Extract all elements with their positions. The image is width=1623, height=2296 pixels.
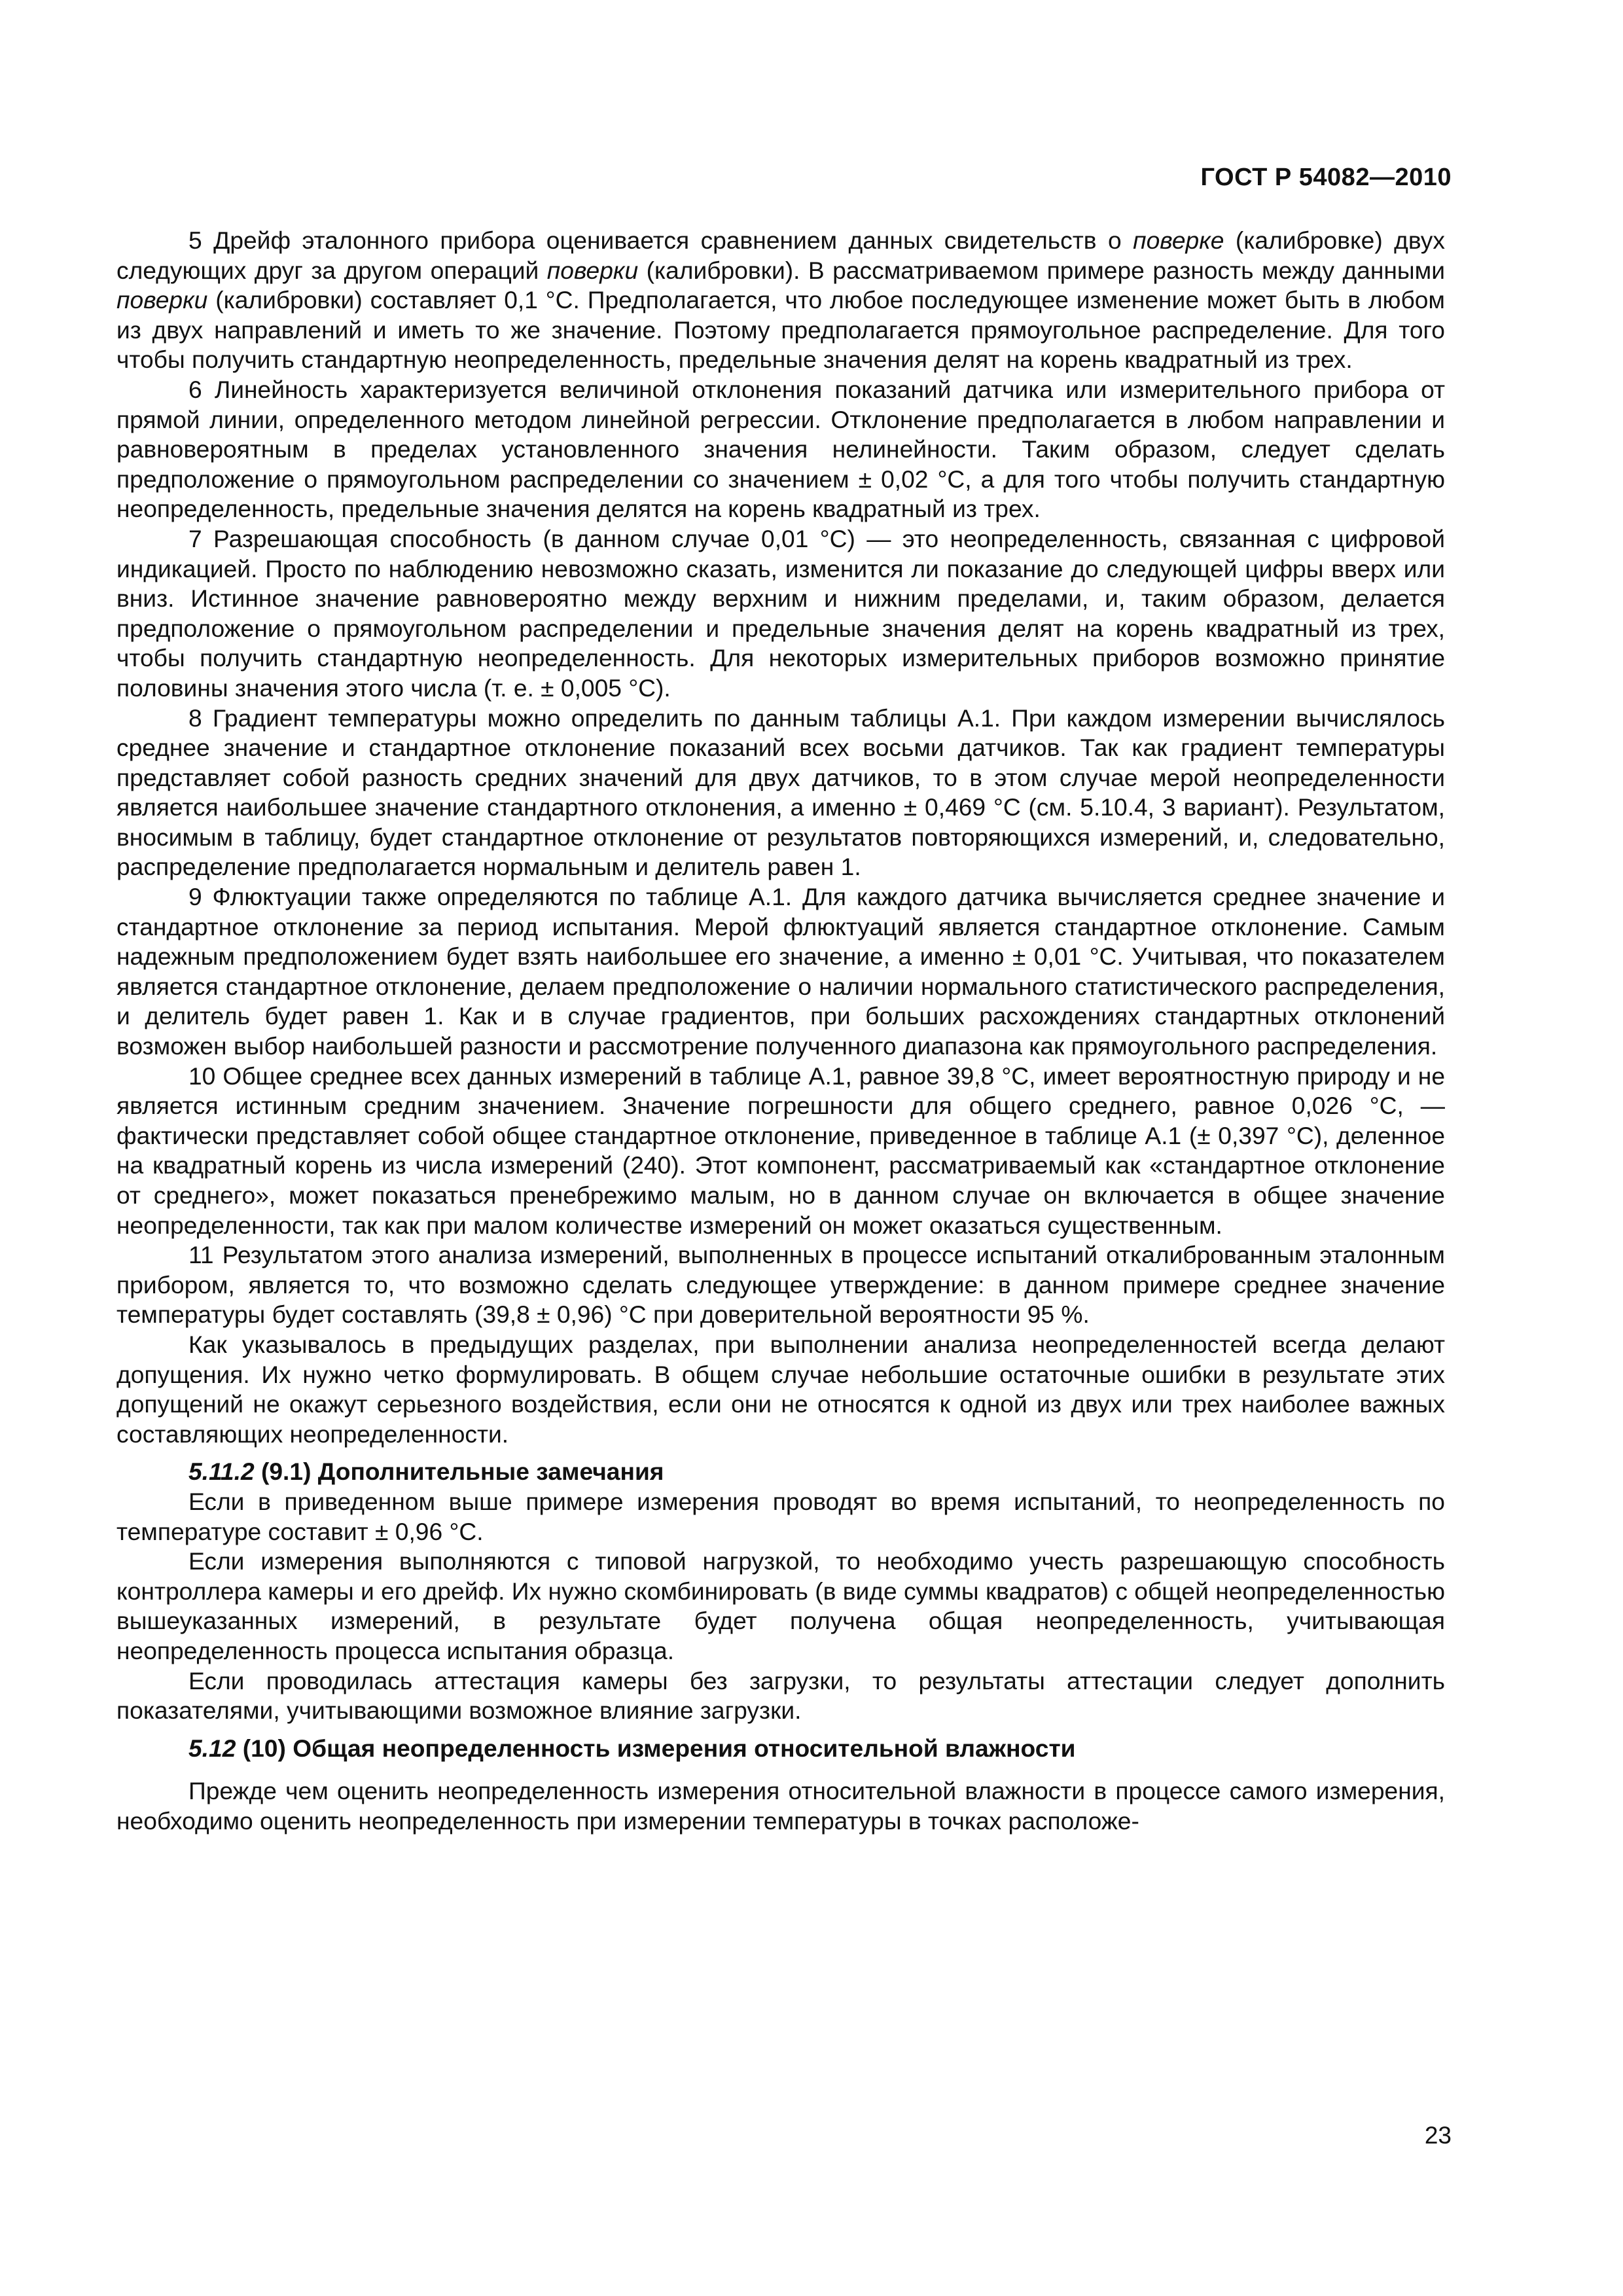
paragraph-6: 6 Линейность характеризуется величиной отклонения показаний датчика или измерительного прибора от прямой линии, определенного методом линейной регрессии. Отклонение предполагается в любом направлении и равновероятным в пределах установленного значения нелинейности. Таким образом, следует сделать предположение о прямоугольном распределении со значением ± 0,02 °С, а для того чтобы получить стандартную неопределенность, предельные значения делятся на корень квадратный из трех. <box>116 375 1445 523</box>
section-5-12-paragraph: Прежде чем оценить неопределенность измерения относительной влажности в процессе самого измерения, необходимо оценить неопределенность при измерении температуры в точках расположе- <box>116 1777 1445 1835</box>
section-heading-5-12 <box>116 1734 1445 1764</box>
paragraph-8: 8 Градиент температуры можно определить по данным таблицы А.1. При каждом измерении вычислялось среднее значение и стандартное отклонение показаний всех восьми датчиков. Так как градиент температуры представляет собой разность средних значений для двух датчиков, то в этом случае мерой неопределенности является наибольшее значение стандартного отклонения, а именно ± 0,469 °С (см. 5.10.4, 3 вариант). Результатом, вносимым в таблицу, будет стандартное отклонение от результатов повторяющихся измерений, и, следовательно, распределение предполагается нормальным и делитель равен 1. <box>116 704 1445 881</box>
section-title: Общая неопределенность измерения относительной влажности <box>293 1734 1076 1762</box>
section-ref: (9.1) <box>260 1458 312 1486</box>
section-5-11-2-paragraph: Если измерения выполняются с типовой нагрузкой, то необходимо учесть разрешающую способность контроллера камеры и его дрейф. Их нужно скомбинировать (в виде суммы квадратов) с общей неопределенностью вышеуказанных измерений, в результате будет получена общая неопределенность, учитывающая неопределенность процесса испытания образца. <box>116 1547 1445 1664</box>
paragraph-10: 10 Общее среднее всех данных измерений в таблице А.1, равное 39,8 °С, имеет вероятностную природу и не является истинным средним значением. Значение погрешности для общего среднего, равное 0,026 °С, — фактически представляет собой общее стандартное отклонение, приведенное в таблице А.1 (± 0,397 °С), деленное на квадратный корень из числа измерений (240). Этот компонент, рассматриваемый как «стандартное отклонение от среднего», может показаться пренебрежимо малым, но в данном случае он включается в общее значение неопределенности, так как при малом количестве измерений он может оказаться существенным. <box>116 1062 1445 1239</box>
page-body <box>116 226 1445 1836</box>
section-heading-5-11-2 <box>116 1457 1445 1487</box>
section-title: Дополнительные замечания <box>317 1458 664 1486</box>
paragraph-11: 11 Результатом этого анализа измерений, выполненных в процессе испытаний откалиброванным эталонным прибором, является то, что возможно сделать следующее утверждение: в данном примере среднее значение температуры будет составлять (39,8 ± 0,96) °С при доверительной вероятности 95 %. <box>116 1241 1445 1329</box>
paragraph-7: 7 Разрешающая способность (в данном случае 0,01 °С) — это неопределенность, связанная с цифровой индикацией. Просто по наблюдению невозможно сказать, изменится ли показание до следующей цифры вверх или вниз. Истинное значение равновероятно между верхним и нижним пределами, и, таким образом, делается предположение о прямоугольном распределении и предельные значения делят на корень квадратный из трех, чтобы получить стандартную неопределенность. Для некоторых измерительных приборов возможно принятие половины значения этого числа (т. е. ± 0,005 °С). <box>116 524 1445 702</box>
paragraph-assumptions: Как указывалось в предыдущих разделах, при выполнении анализа неопределенностей всегда делают допущения. Их нужно четко формулировать. В общем случае небольшие остаточные ошибки в результате этих допущений не окажут серьезного воздействия, если они не относятся к одной из двух или трех наиболее важных составляющих неопределенности. <box>116 1330 1445 1448</box>
page-number: 23 <box>1424 2122 1452 2149</box>
section-number: 5.11.2 <box>188 1458 255 1486</box>
section-5-11-2-paragraph: Если в приведенном выше примере измерения проводят во время испытаний, то неопределенность по температуре составит ± 0,96 °С. <box>116 1487 1445 1545</box>
paragraph-9: 9 Флюктуации также определяются по таблице А.1. Для каждого датчика вычисляется среднее значение и стандартное отклонение за период испытания. Мерой флюктуаций является стандартное отклонение. Самым надежным предположением будет взять наибольшее его значение, а именно ± 0,01 °С. Учитывая, что показателем является стандартное отклонение, делаем предположение о наличии нормального статистического распределения, и делитель будет равен 1. Как и в случае градиентов, при больших расхождениях стандартных отклонений возможен выбор наибольшей разности и рассмотрение полученного диапазона как прямоугольного распределения. <box>116 883 1445 1060</box>
section-5-11-2-paragraph: Если проводилась аттестация камеры без загрузки, то результаты аттестации следует дополнить показателями, учитывающими возможное влияние загрузки. <box>116 1666 1445 1725</box>
section-number: 5.12 <box>188 1734 236 1762</box>
section-ref: (10) <box>242 1734 286 1762</box>
paragraph-5: 5 Дрейф эталонного прибора оценивается сравнением данных свидетельств о поверке (калибровке) двух следующих друг за другом операций поверки (калибровки). В рассматриваемом примере разность между данными поверки (калибровки) составляет 0,1 °С. Предполагается, что любое последующее изменение может быть в любом из двух направлений и иметь то же значение. Поэтому предполагается прямоугольное распределение. Для того чтобы получить стандартную неопределенность, предельные значения делят на корень квадратный из трех. <box>116 226 1446 374</box>
standard-code-header: ГОСТ Р 54082—2010 <box>1200 164 1452 191</box>
